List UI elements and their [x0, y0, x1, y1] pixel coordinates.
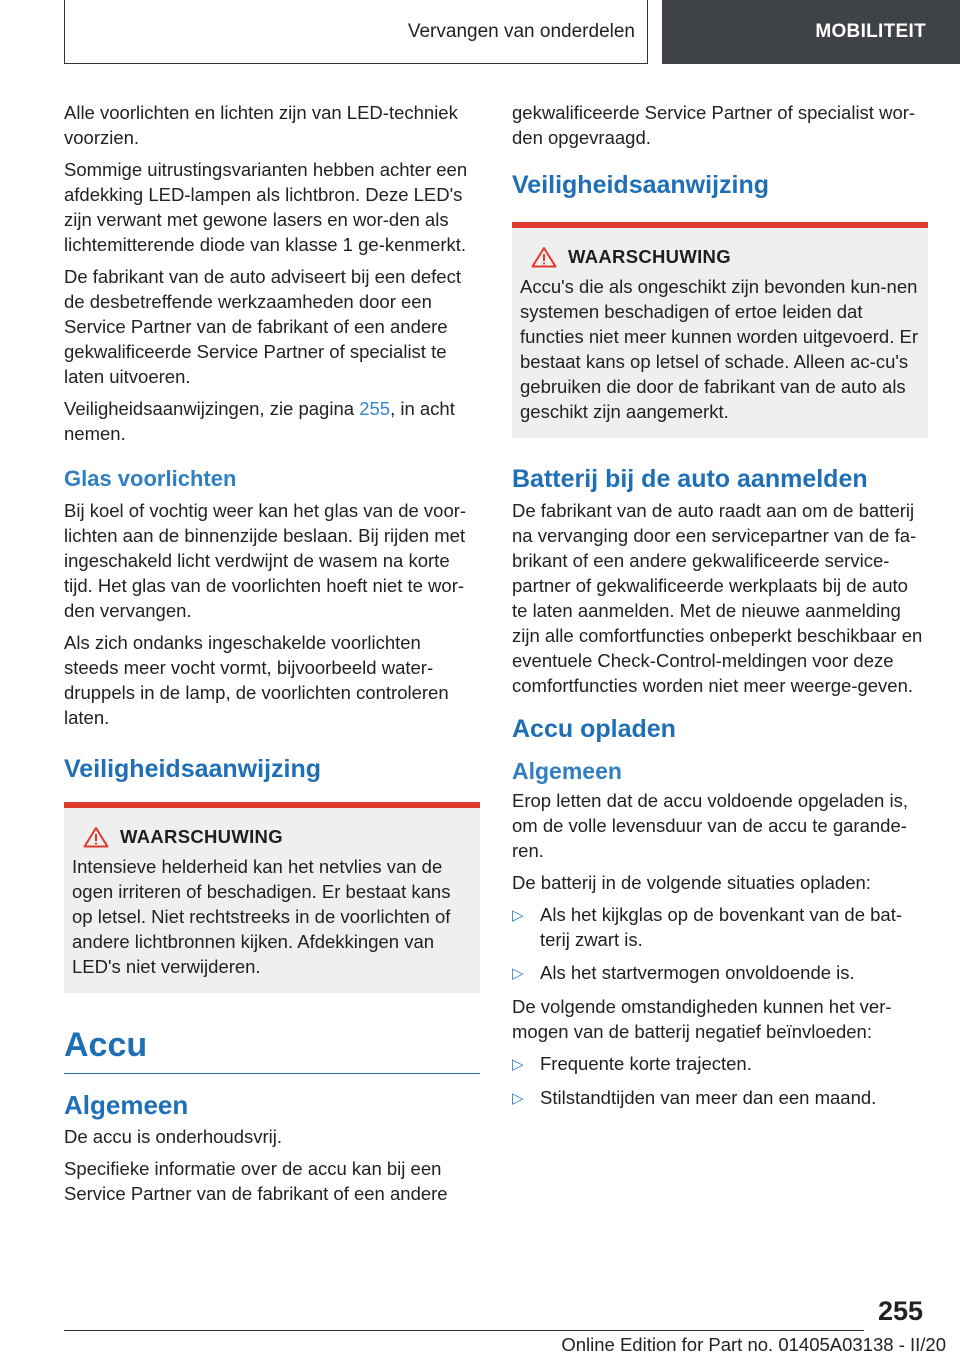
paragraph: Als zich ondanks ingeschakelde voorlichten steeds meer vocht vormt, bijvoorbeeld water-druppels in de lamp, de voorlichten controleren laten.	[64, 632, 449, 728]
paragraph: De accu is onderhoudsvrij.	[64, 1126, 282, 1147]
page-reference-link[interactable]: 255	[359, 398, 391, 419]
section-heading-batterij: Batterij bij de auto aanmelden	[512, 465, 868, 493]
warning-title: WAARSCHUWING	[120, 826, 283, 847]
paragraph: gekwalificeerde Service Partner of specialist wor-den opgevraagd.	[512, 102, 916, 148]
list-item-text: Als het startvermogen onvoldoende is.	[540, 962, 855, 983]
footer-edition: Online Edition for Part no. 01405A03138 - II/20	[561, 1334, 946, 1355]
footer-divider	[64, 1330, 864, 1331]
paragraph-text: Veiligheidsaanwijzingen, zie pagina	[64, 398, 360, 419]
warning-text: Intensieve helderheid kan het netvlies van de ogen irriteren of beschadigen. Er bestaat kans op letsel. Niet rechtstreeks in de voorlichten of andere lichtbronnen kijken. Afdekkingen van LED's niet verwijderen.	[72, 856, 451, 977]
paragraph: Sommige uitrustingsvarianten hebben achter een afdekking LED-lampen als lichtbron. Deze LED's zijn verwant met gewone lasers en wor-den als lichtemitterende diode van klasse 1 ge-kenmerkt.	[64, 159, 468, 255]
bullet-triangle-icon: ▷	[512, 1056, 524, 1073]
header-chapter-title: MOBILITEIT	[815, 21, 926, 42]
paragraph: Erop letten dat de accu voldoende opgeladen is, om de volle levensduur van de accu te garande-ren.	[512, 790, 908, 861]
list-item-text: Als het kijkglas op de bovenkant van de bat-terij zwart is.	[540, 904, 903, 950]
section-heading-glas: Glas voorlichten	[64, 466, 237, 491]
list-item	[512, 902, 928, 952]
warning-title: WAARSCHUWING	[568, 246, 731, 267]
warning-triangle-icon	[72, 826, 120, 848]
list-item	[512, 1051, 928, 1077]
right-column	[512, 100, 928, 1119]
bullet-triangle-icon: ▷	[512, 965, 524, 982]
section-heading-algemeen: Algemeen	[64, 1090, 189, 1120]
header-chapter-tab	[662, 0, 960, 64]
section-heading-safety: Veiligheidsaanwijzing	[512, 171, 770, 199]
paragraph-with-link	[64, 396, 480, 446]
subsection-heading-algemeen: Algemeen	[512, 758, 622, 784]
header-section-title: Vervangen van onderdelen	[407, 20, 635, 42]
list-item-text: Stilstandtijden van meer dan een maand.	[540, 1087, 877, 1108]
paragraph: De batterij in de volgende situaties opladen:	[512, 872, 871, 893]
section-heading-opladen: Accu opladen	[512, 715, 676, 743]
paragraph: De fabrikant van de auto adviseert bij een defect de desbetreffende werkzaamheden door een Service Partner van de fabrikant of een andere gekwalificeerde Service Partner of specialist te laten uitvoeren.	[64, 266, 461, 387]
section-heading-safety: Veiligheidsaanwijzing	[64, 755, 322, 783]
warning-text: Accu's die als ongeschikt zijn bevonden kun-nen systemen beschadigen of ertoe leiden dat functies niet meer kunnen worden uitgevoerd. Er bestaat kans op letsel of schade. Alleen ac-cu's gebruiken die door de fabrikant van de auto als geschikt zijn aangemerkt.	[520, 276, 918, 422]
warning-triangle-icon	[520, 246, 568, 268]
list-item	[512, 960, 928, 986]
list-item	[512, 1085, 928, 1111]
warning-box	[512, 222, 928, 438]
warning-header	[72, 826, 472, 848]
bullet-triangle-icon: ▷	[512, 1090, 524, 1107]
bullet-triangle-icon: ▷	[512, 907, 524, 924]
paragraph: Bij koel of vochtig weer kan het glas van de voor-lichten aan de binnenzijde beslaan. Bij rijden met ingeschakeld licht verdwijnt de wasem na korte tijd. Het glas van de voorlichten hoeft niet te wor-den vervangen.	[64, 500, 467, 621]
chapter-heading-accu: Accu	[64, 1026, 148, 1064]
paragraph-text: , in acht nemen.	[64, 398, 455, 444]
paragraph: De volgende omstandigheden kunnen het ver-mogen van de batterij negatief beïnvloeden:	[512, 996, 892, 1042]
warning-header	[520, 246, 920, 268]
paragraph: Specifieke informatie over de accu kan bij een Service Partner van de fabrikant of een andere	[64, 1158, 448, 1204]
list-item-text: Frequente korte trajecten.	[540, 1053, 752, 1074]
chapter-heading-block	[64, 1023, 480, 1074]
paragraph: De fabrikant van de auto raadt aan om de batterij na vervanging door een servicepartner van de fa-brikant of een andere gekwalificeerde service-partner of gekwalificeerde werkplaats bij de auto te laten aanmelden. Met de nieuwe aanmelding zijn alle comfortfuncties onbeperkt beschikbaar en eventuele Check-Control-meldingen voor deze comfortfuncties worden niet meer weerge-geven.	[512, 500, 923, 696]
left-column	[64, 100, 480, 1213]
page-number: 255	[878, 1296, 924, 1326]
warning-box	[64, 802, 480, 993]
header-section-box	[64, 0, 648, 64]
paragraph: Alle voorlichten en lichten zijn van LED-techniek voorzien.	[64, 102, 458, 148]
